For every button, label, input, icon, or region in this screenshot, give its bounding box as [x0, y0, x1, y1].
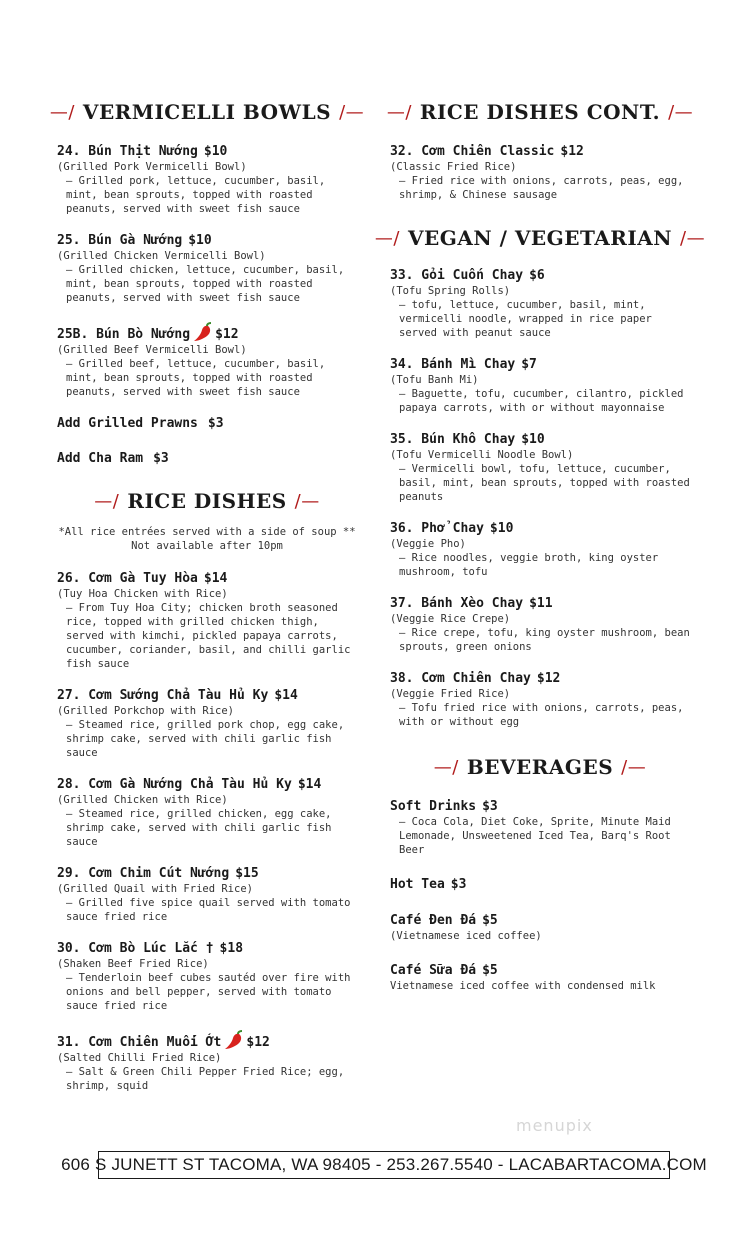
menu-item: 25. Bún Gà Nướng $10 (Grilled Chicken Vermicelli Bowl) – Grilled chicken, lettuce, cucumber, basil, mint, bean sprouts, topped with roasted peanuts, served with sweet fish sauce: [57, 233, 345, 304]
menu-item: 24. Bún Thịt Nướng $10 (Grilled Pork Vermicelli Bowl) – Grilled pork, lettuce, cucumber, basil, mint, bean sprouts, topped with roasted peanuts, served with sweet fish sauce: [57, 144, 326, 215]
rice-cont-section-title: —/ RICE DISHES CONT. /—: [386, 100, 694, 124]
menu-item: 37. Bánh Xèo Chay $11 (Veggie Rice Crepe) – Rice crepe, tofu, king oyster mushroom, bean sprouts, green onions: [390, 596, 690, 653]
menu-item: Soft Drinks $3 – Coca Cola, Diet Coke, Sprite, Minute Maid Lemonade, Unsweetened Iced Tea, Barq's Root Beer: [390, 799, 671, 856]
menu-item: 32. Cơm Chiên Classic $12 (Classic Fried Rice) – Fried rice with onions, carrots, peas, egg, shrimp, & Chinese sausage: [390, 144, 684, 201]
menu-item: 36. Phở Chay $10 (Veggie Pho) – Rice noodles, veggie broth, king oyster mushroom, tofu: [390, 521, 659, 578]
menu-item: 31. Cơm Chiên Muối Ớt $12 (Salted Chilli Fried Rice) – Salt & Green Chili Pepper Fried Rice; egg, shrimp, squid: [57, 1030, 357, 1093]
menu-item: 30. Cơm Bò Lúc Lắc † $18 (Shaken Beef Fried Rice) – Tenderloin beef cubes sautéd over fire with onions and bell pepper, served with tomato sauce fried rice: [57, 941, 351, 1012]
menu-item: 27. Cơm Sướng Chả Tàu Hủ Ky $14 (Grilled Porkchop with Rice) – Steamed rice, grilled pork chop, egg cake, shrimp cake, served with chili garlic fish sauce: [57, 688, 345, 759]
menu-item: 33. Gỏi Cuốn Chay $6 (Tofu Spring Rolls) – tofu, lettuce, cucumber, basil, mint, vermicelli noodle, wrapped in rice paper served with peanut sauce: [390, 268, 652, 339]
addon-item: Add Cha Ram $3: [57, 451, 169, 466]
chili-pepper-icon: [192, 322, 214, 342]
chili-pepper-icon: [223, 1030, 245, 1050]
addon-item: Add Grilled Prawns $3: [57, 416, 224, 431]
menu-item: Café Sữa Đá $5 Vietnamese iced coffee with condensed milk: [390, 963, 656, 992]
footer-address: 606 S JUNETT ST TACOMA, WA 98405 - 253.267.5540 - LACABARTACOMA.COM: [98, 1151, 670, 1179]
beverages-section-title: —/ BEVERAGES /—: [433, 755, 647, 779]
vegan-section-title: —/ VEGAN / VEGETARIAN /—: [374, 226, 706, 250]
watermark: menupix: [516, 1116, 593, 1135]
menu-item: 35. Bún Khô Chay $10 (Tofu Vermicelli Noodle Bowl) – Vermicelli bowl, tofu, lettuce, cucumber, basil, mint, bean sprouts, topped with roasted peanuts: [390, 432, 690, 503]
menu-item: 26. Cơm Gà Tuy Hòa $14 (Tuy Hoa Chicken with Rice) – From Tuy Hoa City; chicken broth seasoned rice, topped with grilled chicken thigh, served with kimchi, pickled papaya carrots, cucumber, coriander, basil, and chilli garlic fish sauce: [57, 571, 351, 670]
menu-item: 34. Bánh Mì Chay $7 (Tofu Banh Mi) – Baguette, tofu, cucumber, cilantro, pickled papaya carrots, with or without mayonnaise: [390, 357, 684, 414]
vermicelli-section-title: —/ VERMICELLI BOWLS /—: [49, 100, 365, 124]
right-column: [374, 100, 706, 1010]
left-column: [49, 100, 365, 1110]
menu-item: Hot Tea $3: [390, 877, 467, 892]
rice-section-title: —/ RICE DISHES /—: [94, 489, 320, 513]
rice-note: *All rice entrées served with a side of soup ** Not available after 10pm: [58, 526, 356, 552]
menu-item: 28. Cơm Gà Nướng Chả Tàu Hủ Ky $14 (Grilled Chicken with Rice) – Steamed rice, grilled chicken, egg cake, shrimp cake, served with chili garlic fish sauce: [57, 777, 332, 848]
menu-item: 38. Cơm Chiên Chay $12 (Veggie Fried Rice) – Tofu fried rice with onions, carrots, peas, with or without egg: [390, 671, 684, 728]
menu-item: 25B. Bún Bò Nướng $12 (Grilled Beef Vermicelli Bowl) – Grilled beef, lettuce, cucumber, basil, mint, bean sprouts, topped with roasted peanuts, served with sweet fish sauce: [57, 322, 357, 399]
menu-item: Café Đen Đá $5 (Vietnamese iced coffee): [390, 913, 542, 942]
menu-item: 29. Cơm Chim Cút Nướng $15 (Grilled Quail with Fried Rice) – Grilled five spice quail served with tomato sauce fried rice: [57, 866, 351, 923]
